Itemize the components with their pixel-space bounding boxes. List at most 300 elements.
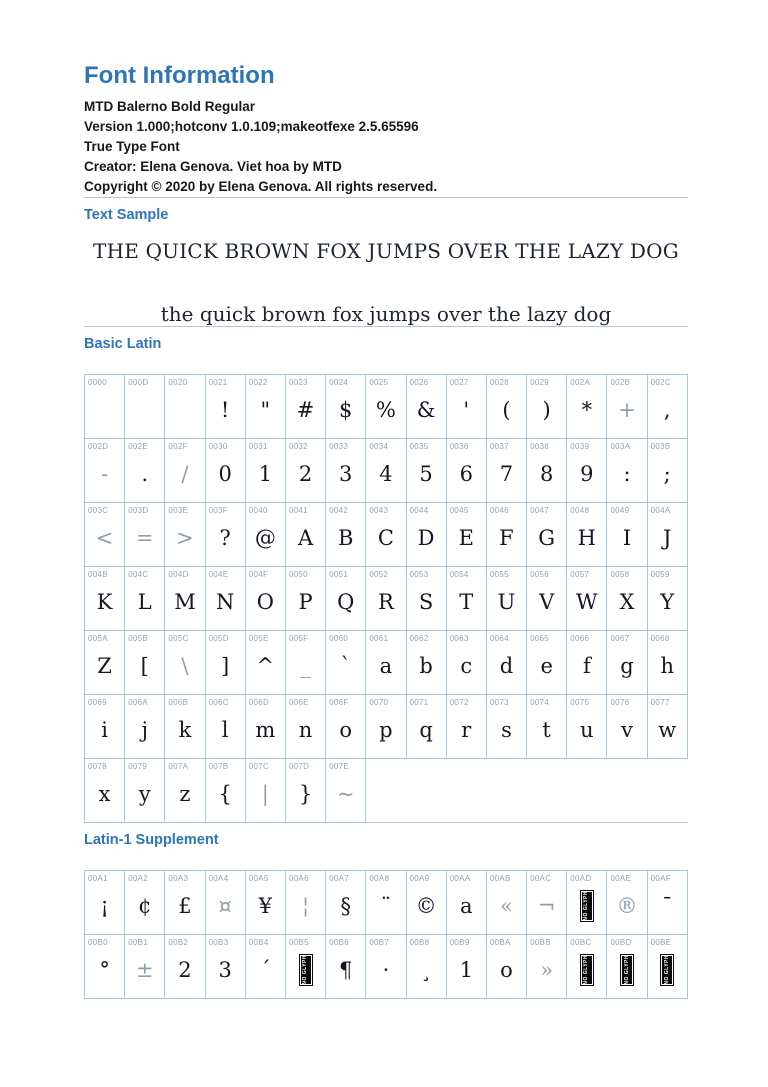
glyph-sample: ·	[382, 957, 390, 982]
glyph-cell-00A7	[325, 870, 366, 935]
codepoint-label: 00B5	[288, 938, 309, 947]
glyph-sample: ¸	[420, 957, 432, 982]
no-glyph-label: NO GLYPH	[663, 955, 670, 985]
glyph-sample: V	[539, 589, 555, 614]
glyph-sample: 7	[499, 461, 514, 486]
glyph-sample: g	[620, 653, 634, 678]
codepoint-label: 007C	[248, 762, 270, 771]
glyph-sample: ^	[256, 653, 275, 678]
glyph-sample: ¥	[258, 893, 273, 918]
glyph-sample: j	[141, 717, 149, 742]
no-glyph-box	[620, 954, 634, 986]
codepoint-label: 00A5	[248, 874, 269, 883]
glyph-sample: (	[502, 397, 511, 422]
codepoint-label: 0027	[449, 378, 469, 387]
glyph-cell-003E	[164, 502, 205, 567]
codepoint-label: 0030	[208, 442, 228, 451]
glyph-table-row	[84, 758, 688, 822]
font-meta-block	[84, 97, 688, 197]
glyph-cell-00B5	[285, 934, 326, 999]
glyph-cell-005A	[84, 630, 125, 695]
glyph-sample: M	[174, 589, 196, 614]
glyph-sample: P	[298, 589, 313, 614]
codepoint-label: 0028	[489, 378, 509, 387]
glyph-cell-0022	[245, 374, 286, 439]
codepoint-label: 0050	[288, 570, 308, 579]
no-glyph-box	[580, 954, 594, 986]
latin1-supplement-glyph-table	[84, 870, 688, 998]
glyph-cell-0039	[566, 438, 607, 503]
glyph-sample: B	[338, 525, 354, 550]
page-content	[84, 0, 688, 998]
codepoint-label: 003C	[88, 506, 109, 515]
glyph-cell-0056	[526, 566, 567, 631]
glyph-sample: ¦	[301, 893, 310, 918]
codepoint-label: 007E	[329, 762, 350, 771]
glyph-sample: v	[621, 717, 633, 742]
codepoint-label: 0058	[610, 570, 630, 579]
glyph-cell-0072	[446, 694, 487, 759]
glyph-cell-0029	[526, 374, 567, 439]
codepoint-label: 004E	[208, 570, 229, 579]
glyph-sample: 3	[339, 461, 353, 486]
codepoint-label: 00AE	[610, 874, 632, 883]
glyph-table-row	[84, 374, 688, 438]
glyph-cell-0038	[526, 438, 567, 503]
glyph-cell-0049	[606, 502, 647, 567]
glyph-sample: 1	[459, 957, 473, 982]
glyph-cell-0054	[446, 566, 487, 631]
glyph-cell-0036	[446, 438, 487, 503]
codepoint-label: 00B3	[208, 938, 229, 947]
glyph-cell-0047	[526, 502, 567, 567]
glyph-sample: }	[298, 781, 313, 806]
codepoint-label: 0048	[570, 506, 590, 515]
codepoint-label: 003E	[168, 506, 189, 515]
glyph-sample: /	[181, 461, 189, 486]
codepoint-label: 0056	[530, 570, 550, 579]
glyph-sample: u	[580, 717, 594, 742]
glyph-sample: A	[297, 525, 314, 550]
glyph-cell-00BA	[486, 934, 527, 999]
codepoint-label: 0042	[329, 506, 349, 515]
glyph-sample: ~	[336, 781, 355, 806]
no-glyph-label: NO GLYPH	[583, 955, 590, 985]
glyph-sample: ±	[135, 957, 154, 982]
codepoint-label: 0070	[369, 698, 389, 707]
section-heading-text-sample: Text Sample	[84, 207, 169, 223]
glyph-sample: Y	[660, 589, 675, 614]
codepoint-label: 0068	[650, 634, 670, 643]
glyph-sample: -	[101, 461, 109, 486]
codepoint-label: 0065	[530, 634, 550, 643]
glyph-cell-005D	[205, 630, 246, 695]
codepoint-label: 0020	[168, 378, 188, 387]
glyph-sample: D	[417, 525, 435, 550]
font-meta-line: Copyright © 2020 by Elena Genova. All rights reserved.	[84, 179, 438, 194]
glyph-sample: U	[497, 589, 516, 614]
codepoint-label: 006F	[329, 698, 349, 707]
glyph-cell-00BD	[606, 934, 647, 999]
codepoint-label: 0062	[409, 634, 429, 643]
codepoint-label: 0073	[489, 698, 509, 707]
no-glyph-marker	[648, 947, 687, 998]
glyph-cell-00B8	[406, 934, 447, 999]
glyph-sample: G	[538, 525, 556, 550]
glyph-cell-0027	[446, 374, 487, 439]
glyph-table-row	[84, 438, 688, 502]
codepoint-label: 00A4	[208, 874, 229, 883]
glyph-cell-0069	[84, 694, 125, 759]
glyph-sample: w	[658, 717, 677, 742]
glyph-cell-0076	[606, 694, 647, 759]
glyph-cell-007C	[245, 758, 286, 823]
codepoint-label: 002E	[128, 442, 149, 451]
glyph-sample: m	[255, 717, 276, 742]
glyph-sample: l	[221, 717, 229, 742]
codepoint-label: 004F	[248, 570, 269, 579]
glyph-sample: p	[379, 717, 393, 742]
glyph-cell-00A2	[124, 870, 165, 935]
codepoint-label: 0031	[248, 442, 268, 451]
no-glyph-box	[299, 954, 313, 986]
font-meta-line: Creator: Elena Genova. Viet hoa by MTD	[84, 159, 342, 174]
glyph-sample: J	[663, 525, 672, 550]
glyph-sample: £	[178, 893, 192, 918]
glyph-cell-00B7	[365, 934, 406, 999]
glyph-sample: .	[141, 461, 149, 486]
glyph-cell-00AD	[566, 870, 607, 935]
codepoint-label: 0078	[88, 762, 107, 771]
codepoint-label: 0024	[329, 378, 349, 387]
glyph-sample: E	[458, 525, 474, 550]
codepoint-label: 00BD	[610, 938, 632, 947]
glyph-table-row	[84, 694, 688, 758]
glyph-cell-002C	[647, 374, 688, 439]
codepoint-label: 0046	[489, 506, 509, 515]
no-glyph-label: NO GLYPH	[302, 955, 309, 985]
codepoint-label: 0033	[329, 442, 349, 451]
glyph-cell-0048	[566, 502, 607, 567]
glyph-cell-005C	[164, 630, 205, 695]
codepoint-label: 0063	[449, 634, 469, 643]
font-meta-line: MTD Balerno Bold Regular	[84, 99, 256, 114]
no-glyph-marker	[607, 947, 646, 998]
codepoint-label: 0071	[409, 698, 429, 707]
codepoint-label: 0069	[88, 698, 107, 707]
glyph-sample: z	[179, 781, 191, 806]
codepoint-label: 00A9	[409, 874, 430, 883]
glyph-cell-002E	[124, 438, 165, 503]
glyph-cell-002A	[566, 374, 607, 439]
codepoint-label: 00AF	[650, 874, 671, 883]
glyph-table-row	[84, 630, 688, 694]
glyph-sample: 9	[580, 461, 594, 486]
glyph-cell-0000	[84, 374, 125, 439]
no-glyph-label: NO GLYPH	[583, 891, 590, 921]
glyph-sample: <	[95, 525, 114, 550]
glyph-cell-002B	[606, 374, 647, 439]
glyph-cell-0051	[325, 566, 366, 631]
codepoint-label: 0079	[128, 762, 148, 771]
no-glyph-box	[660, 954, 674, 986]
codepoint-label: 0034	[369, 442, 389, 451]
glyph-sample: $	[339, 397, 353, 422]
glyph-sample: ¨	[380, 893, 392, 918]
codepoint-label: 00B7	[369, 938, 390, 947]
glyph-sample: C	[377, 525, 394, 550]
glyph-sample: ;	[663, 461, 671, 486]
codepoint-label: 003B	[650, 442, 671, 451]
glyph-sample: i	[101, 717, 108, 742]
glyph-cell-003C	[84, 502, 125, 567]
glyph-sample: x	[98, 781, 111, 806]
glyph-cell-0042	[325, 502, 366, 567]
glyph-cell-007B	[205, 758, 246, 823]
glyph-sample: 0	[218, 461, 232, 486]
codepoint-label: 005A	[88, 634, 108, 643]
codepoint-label: 00A8	[369, 874, 390, 883]
codepoint-label: 0047	[530, 506, 550, 515]
glyph-cell-0060	[325, 630, 366, 695]
glyph-sample: ¡	[100, 893, 109, 918]
glyph-sample: W	[576, 589, 598, 614]
glyph-cell-007D	[285, 758, 326, 823]
codepoint-label: 00B0	[88, 938, 108, 947]
codepoint-label: 0023	[288, 378, 308, 387]
glyph-sample: T	[459, 589, 474, 614]
codepoint-label: 005C	[168, 634, 189, 643]
codepoint-label: 004B	[88, 570, 108, 579]
glyph-cell-0079	[124, 758, 165, 823]
glyph-sample: b	[419, 653, 433, 678]
text-sample-uppercase: THE QUICK BROWN FOX JUMPS OVER THE LAZY DOG	[93, 239, 679, 263]
codepoint-label: 0077	[650, 698, 670, 707]
glyph-sample: K	[96, 589, 113, 614]
glyph-cell-00B6	[325, 934, 366, 999]
glyph-cell-0046	[486, 502, 527, 567]
font-meta-line: Version 1.000;hotconv 1.0.109;makeotfexe 2.5.65596	[84, 119, 419, 134]
glyph-sample: ¤	[218, 893, 232, 918]
basic-latin-glyph-table	[84, 374, 688, 822]
glyph-sample: ,	[663, 397, 671, 422]
codepoint-label: 006E	[288, 698, 309, 707]
glyph-sample: k	[178, 717, 192, 742]
glyph-cell-006B	[164, 694, 205, 759]
codepoint-label: 0025	[369, 378, 389, 387]
glyph-cell-004A	[647, 502, 688, 567]
glyph-sample: ©	[415, 893, 437, 918]
glyph-cell-00AA	[446, 870, 487, 935]
codepoint-label: 0035	[409, 442, 429, 451]
codepoint-label: 0060	[329, 634, 349, 643]
glyph-sample: °	[99, 957, 110, 982]
glyph-sample: «	[500, 893, 513, 918]
glyph-cell-00B2	[164, 934, 205, 999]
codepoint-label: 0072	[449, 698, 469, 707]
codepoint-label: 00AC	[530, 874, 552, 883]
codepoint-label: 000D	[128, 378, 149, 387]
codepoint-label: 0052	[369, 570, 389, 579]
glyph-cell-0028	[486, 374, 527, 439]
glyph-sample: 3	[218, 957, 232, 982]
glyph-cell-0067	[606, 630, 647, 695]
codepoint-label: 002B	[610, 378, 631, 387]
codepoint-label: 00BA	[489, 938, 511, 947]
glyph-cell-0032	[285, 438, 326, 503]
codepoint-label: 002A	[570, 378, 591, 387]
glyph-cell-00AF	[647, 870, 688, 935]
glyph-cell-0025	[365, 374, 406, 439]
codepoint-label: 00A1	[88, 874, 108, 883]
glyph-cell-0061	[365, 630, 406, 695]
glyph-cell-00A4	[205, 870, 246, 935]
codepoint-label: 00B6	[329, 938, 350, 947]
glyph-sample: #	[296, 397, 315, 422]
glyph-cell-0065	[526, 630, 567, 695]
glyph-cell-0030	[205, 438, 246, 503]
glyph-cell-005E	[245, 630, 286, 695]
codepoint-label: 0026	[409, 378, 429, 387]
codepoint-label: 002D	[88, 442, 109, 451]
glyph-cell-006A	[124, 694, 165, 759]
glyph-cell-003F	[205, 502, 246, 567]
glyph-cell-0070	[365, 694, 406, 759]
codepoint-label: 006A	[128, 698, 149, 707]
glyph-sample: 2	[178, 957, 192, 982]
glyph-sample: '	[463, 397, 470, 422]
no-glyph-marker	[567, 947, 606, 998]
codepoint-label: 0045	[449, 506, 469, 515]
glyph-cell-0031	[245, 438, 286, 503]
glyph-cell-0037	[486, 438, 527, 503]
glyph-cell-0053	[406, 566, 447, 631]
glyph-cell-00BB	[526, 934, 567, 999]
codepoint-label: 00A3	[168, 874, 189, 883]
codepoint-label: 005E	[248, 634, 269, 643]
codepoint-label: 0074	[530, 698, 550, 707]
glyph-sample: Z	[97, 653, 112, 678]
glyph-cell-0041	[285, 502, 326, 567]
glyph-sample: \	[181, 653, 189, 678]
glyph-cell-00A1	[84, 870, 125, 935]
glyph-cell-004C	[124, 566, 165, 631]
glyph-sample: _	[300, 653, 311, 678]
glyph-sample: ¬	[537, 893, 556, 918]
codepoint-label: 003F	[208, 506, 228, 515]
glyph-cell-00A9	[406, 870, 447, 935]
codepoint-label: 0000	[88, 378, 107, 387]
codepoint-label: 0061	[369, 634, 389, 643]
glyph-sample: d	[499, 653, 514, 678]
codepoint-label: 00B2	[168, 938, 189, 947]
glyph-sample: >	[176, 525, 194, 550]
glyph-cell-002D	[84, 438, 125, 503]
codepoint-label: 0076	[610, 698, 630, 707]
glyph-sample: ®	[616, 893, 638, 918]
glyph-sample: f	[582, 653, 591, 678]
glyph-sample: a	[460, 893, 473, 918]
codepoint-label: 006B	[168, 698, 189, 707]
codepoint-label: 00BC	[570, 938, 592, 947]
glyph-sample: n	[298, 717, 313, 742]
glyph-cell-0077	[647, 694, 688, 759]
codepoint-label: 0075	[570, 698, 590, 707]
codepoint-label: 00BB	[530, 938, 551, 947]
codepoint-label: 003A	[610, 442, 631, 451]
glyph-cell-0040	[245, 502, 286, 567]
glyph-sample: :	[623, 461, 631, 486]
section-heading-latin1-supplement: Latin-1 Supplement	[84, 832, 219, 848]
glyph-cell-0057	[566, 566, 607, 631]
glyph-cell-004B	[84, 566, 125, 631]
glyph-cell-0020	[164, 374, 205, 439]
codepoint-label: 0067	[610, 634, 630, 643]
glyph-sample: q	[419, 717, 433, 742]
glyph-cell-0073	[486, 694, 527, 759]
codepoint-label: 0054	[449, 570, 469, 579]
glyph-sample: 4	[379, 461, 393, 486]
codepoint-label: 00AA	[449, 874, 471, 883]
glyph-cell-002F	[164, 438, 205, 503]
glyph-cell-00B0	[84, 934, 125, 999]
glyph-cell-004D	[164, 566, 205, 631]
glyph-table-row	[84, 934, 688, 998]
glyph-cell-00A3	[164, 870, 205, 935]
glyph-cell-00B9	[446, 934, 487, 999]
glyph-cell-0052	[365, 566, 406, 631]
glyph-cell-007E	[325, 758, 366, 823]
glyph-cell-003B	[647, 438, 688, 503]
glyph-sample: Q	[337, 589, 355, 614]
glyph-cell-0066	[566, 630, 607, 695]
glyph-cell-00B4	[245, 934, 286, 999]
glyph-sample: R	[378, 589, 394, 614]
glyph-cell-006C	[205, 694, 246, 759]
codepoint-label: 003D	[128, 506, 149, 515]
codepoint-label: 007A	[168, 762, 189, 771]
glyph-sample: ´	[260, 957, 271, 982]
glyph-sample: o	[339, 717, 353, 742]
codepoint-label: 006D	[248, 698, 270, 707]
glyph-cell-00AB	[486, 870, 527, 935]
glyph-sample: e	[540, 653, 553, 678]
codepoint-label: 00B9	[449, 938, 470, 947]
glyph-sample: c	[460, 653, 473, 678]
page-title: Font Information	[84, 62, 275, 89]
codepoint-label: 004D	[168, 570, 189, 579]
glyph-sample: 2	[298, 461, 313, 486]
glyph-cell-0043	[365, 502, 406, 567]
glyph-sample: *	[581, 397, 593, 422]
divider	[84, 197, 688, 198]
glyph-sample: »	[540, 957, 554, 982]
codepoint-label: 0059	[650, 570, 670, 579]
codepoint-label: 0064	[489, 634, 509, 643]
codepoint-label: 00A7	[329, 874, 350, 883]
codepoint-label: 0043	[369, 506, 389, 515]
glyph-sample: "	[260, 397, 271, 422]
glyph-sample: !	[220, 397, 230, 422]
glyph-cell-0055	[486, 566, 527, 631]
glyph-cell-00BE	[647, 934, 688, 999]
glyph-cell-0068	[647, 630, 688, 695]
codepoint-label: 002C	[650, 378, 671, 387]
glyph-sample: 5	[419, 461, 433, 486]
glyph-sample: |	[261, 781, 269, 806]
codepoint-label: 004C	[128, 570, 149, 579]
glyph-sample: h	[660, 653, 674, 678]
